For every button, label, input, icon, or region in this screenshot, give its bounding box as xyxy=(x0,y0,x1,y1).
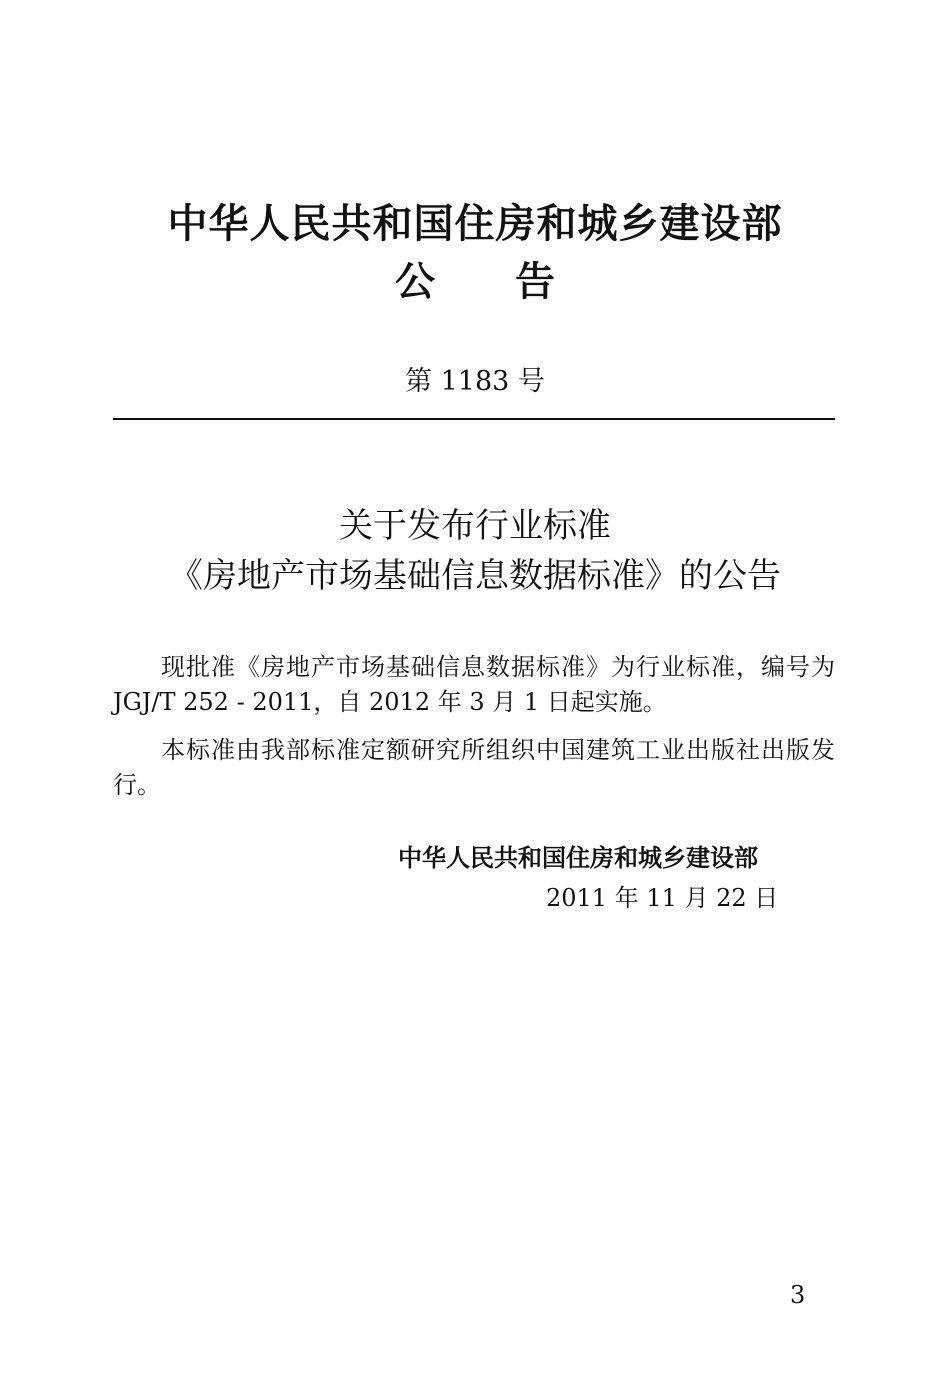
ministry-title: 中华人民共和国住房和城乡建设部 xyxy=(167,201,783,247)
signature-date: 2011 年 11 月 22 日 xyxy=(546,884,779,912)
heading-line-2: 《房地产市场基础信息数据标准》的公告 xyxy=(169,556,781,596)
header-divider xyxy=(113,418,835,420)
notice-number: 第 1183 号 xyxy=(405,366,545,397)
body-paragraph-1: 现批准《房地产市场基础信息数据标准》为行业标准，编号为 JGJ/T 252 - 2011，自 2012 年 3 月 1 日起实施。 xyxy=(113,653,835,716)
heading-line-1: 关于发布行业标准 xyxy=(339,506,611,546)
announcement-title xyxy=(0,256,950,308)
signature-issuer: 中华人民共和国住房和城乡建设部 xyxy=(398,844,758,872)
announcement-char-right: 告 xyxy=(515,259,555,305)
announcement-char-left: 公 xyxy=(395,259,435,305)
body-paragraph-2: 本标准由我部标准定额研究所组织中国建筑工业出版社出版发行。 xyxy=(113,736,835,799)
page-number: 3 xyxy=(790,1281,806,1309)
